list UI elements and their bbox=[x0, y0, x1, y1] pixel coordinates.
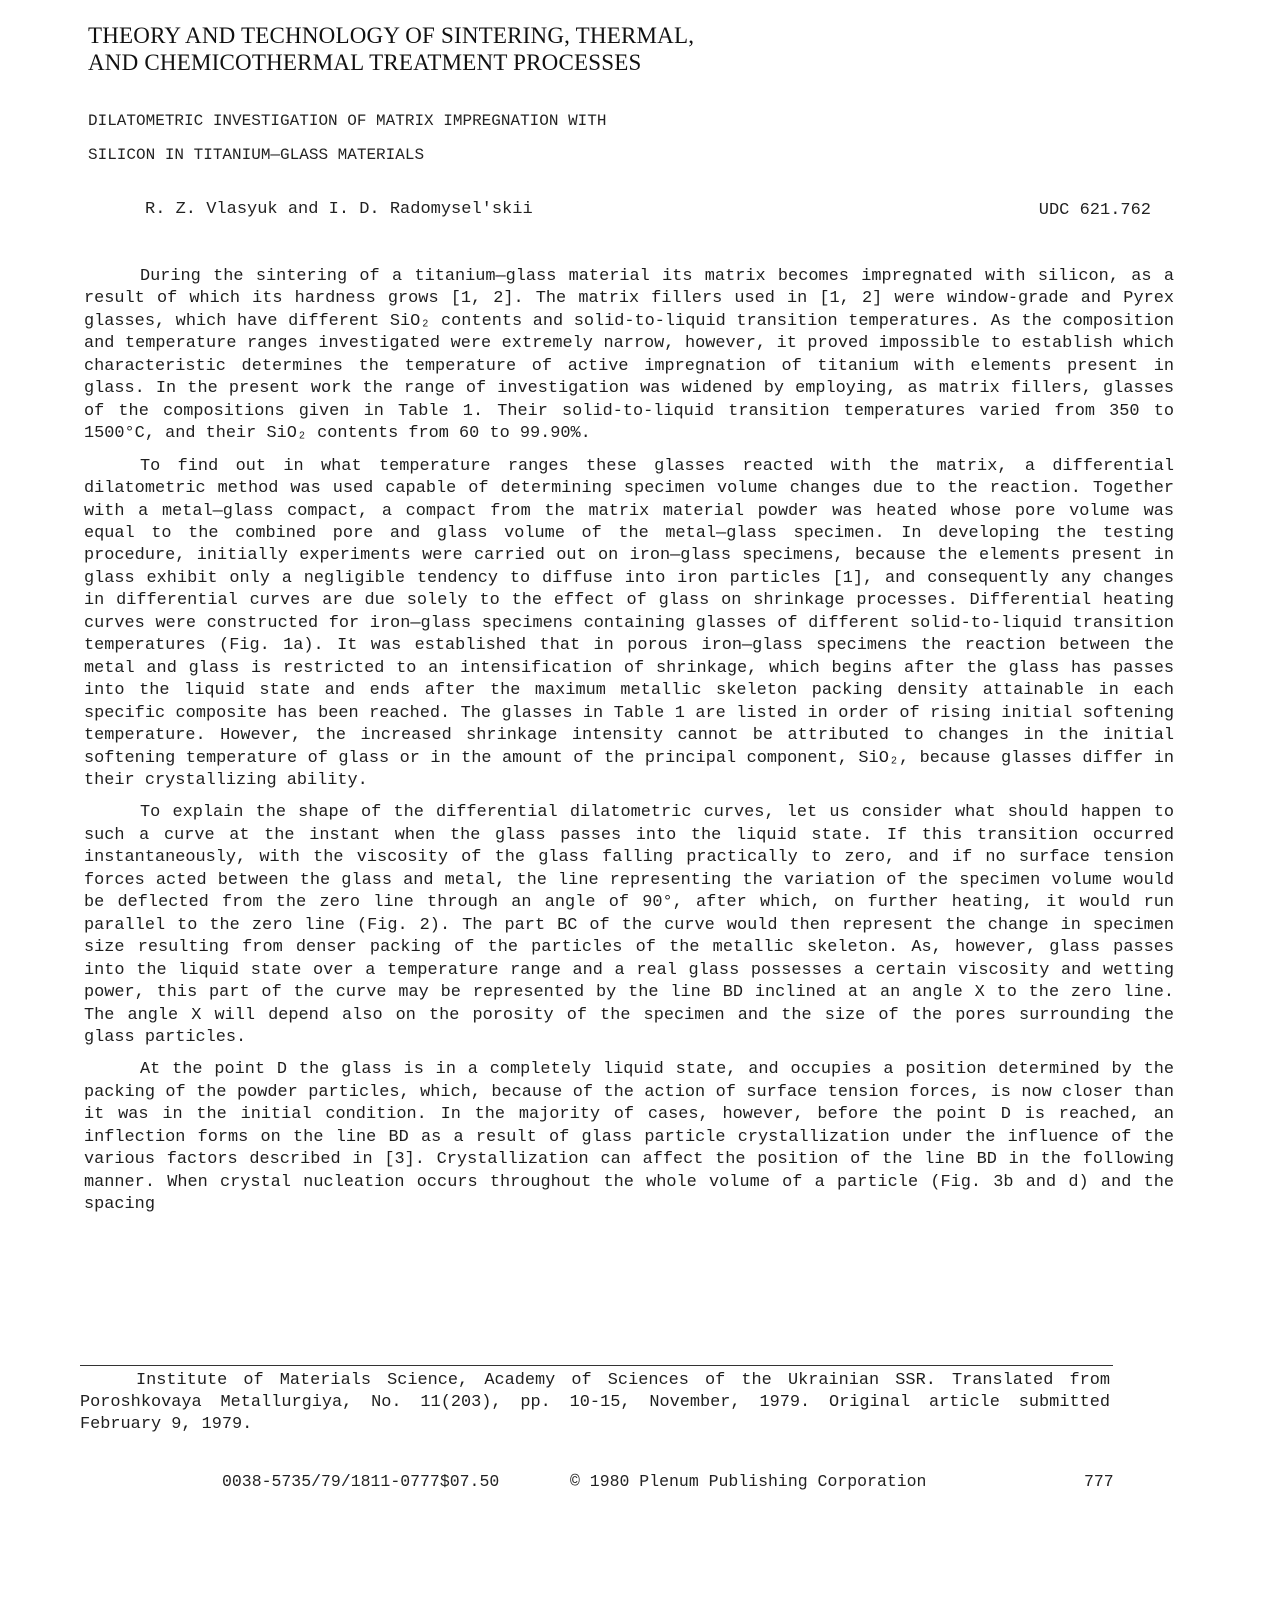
footnote: Institute of Materials Science, Academy of Sciences of the Ukrainian SSR. Translated from Poroshkovaya Metallurgiya, No. 11(203), pp. 10-15, November, 1979. Original article submitted February 9, 1979. bbox=[80, 1371, 1110, 1434]
article-title-line-1: DILATOMETRIC INVESTIGATION OF MATRIX IMPREGNATION WITH bbox=[88, 112, 607, 130]
article-title-line-2: SILICON IN TITANIUM—GLASS MATERIALS bbox=[88, 146, 425, 164]
udc-code: UDC 621.762 bbox=[1038, 201, 1151, 220]
copyright-notice: © 1980 Plenum Publishing Corporation bbox=[570, 1472, 927, 1491]
paragraph-1: During the sintering of a titanium—glass material its matrix becomes impregnated with silicon, as a result of which its hardness grows [1, 2]. The matrix fillers used in [1, 2] were window-grade and Pyrex glasses, which have different SiO₂ contents and solid-to-liquid transition temperatures. As the composition and temperature ranges investigated were extremely narrow, however, it proved impossible to establish which characteristic determines the temperature of active impregnation of titanium with elements present in glass. In the present work the range of investigation was widened by employing, as matrix fillers, glasses of the compositions given in Table 1. Their solid-to-liquid transition temperatures varied from 350 to 1500°C, and their SiO₂ contents from 60 to 99.90%. bbox=[84, 267, 1174, 444]
section-heading-line-1: THEORY AND TECHNOLOGY OF SINTERING, THERMAL, bbox=[88, 23, 695, 48]
section-heading bbox=[88, 22, 808, 76]
page-number: 777 bbox=[1084, 1472, 1114, 1491]
article-code: 0038-5735/79/1811-0777$07.50 bbox=[222, 1472, 500, 1491]
paragraph-2: To find out in what temperature ranges these glasses reacted with the matrix, a differential dilatometric method was used capable of determining specimen volume changes due to the reaction. Together with a metal—glass compact, a compact from the matrix material powder was heated whose pore volume was equal to the combined pore and glass volume of the metal—glass specimen. In developing the testing procedure, initially experiments were carried out on iron—glass specimens, because the elements present in glass exhibit only a negligible tendency to diffuse into iron particles [1], and consequently any changes in differential curves are due solely to the effect of glass on shrinkage processes. Differential heating curves were constructed for iron—glass specimens containing glasses of different solid-to-liquid transition temperatures (Fig. 1a). It was established that in porous iron—glass specimens the reaction between the metal and glass is restricted to an intensification of shrinkage, which begins after the glass has passes into the liquid state and ends after the maximum metallic skeleton packing density attainable in each specific composite has been reached. The glasses in Table 1 are listed in order of rising initial softening temperature. However, the increased shrinkage intensity cannot be attributed to changes in the initial softening temperature of glass or in the amount of the principal component, SiO₂, because glasses differ in their crystallizing ability. bbox=[84, 456, 1174, 790]
section-heading-line-2: AND CHEMICOTHERMAL TREATMENT PROCESSES bbox=[88, 50, 642, 75]
article-body bbox=[84, 266, 1174, 1227]
footnote-divider bbox=[80, 1365, 1113, 1366]
paragraph-4: At the point D the glass is in a completely liquid state, and occupies a position determined by the packing of the powder particles, which, because of the action of surface tension forces, is now closer than it was in the initial condition. In the majority of cases, however, before the point D is reached, an inflection forms on the line BD as a result of glass particle crystallization under the influence of the various factors described in [3]. Crystallization can affect the position of the line BD in the following manner. When crystal nucleation occurs throughout the whole volume of a particle (Fig. 3b and d) and the spacing bbox=[84, 1060, 1174, 1215]
authors: R. Z. Vlasyuk and I. D. Radomysel'skii bbox=[145, 200, 533, 219]
paragraph-3: To explain the shape of the differential dilatometric curves, let us consider what should happen to such a curve at the instant when the glass passes into the liquid state. If this transition occurred instantaneously, with the viscosity of the glass falling practically to zero, and if no surface tension forces acted between the glass and metal, the line representing the variation of the specimen volume would be deflected from the zero line through an angle of 90°, after which, on further heating, it would run parallel to the zero line (Fig. 2). The part BC of the curve would then represent the change in specimen size resulting from denser packing of the particles of the metallic skeleton. As, however, glass passes into the liquid state over a temperature range and a real glass possesses a certain viscosity and wetting power, this part of the curve may be represented by the line BD inclined at an angle X to the zero line. The angle X will depend also on the porosity of the specimen and the size of the pores surrounding the glass particles. bbox=[84, 803, 1174, 1047]
article-title bbox=[88, 104, 606, 172]
